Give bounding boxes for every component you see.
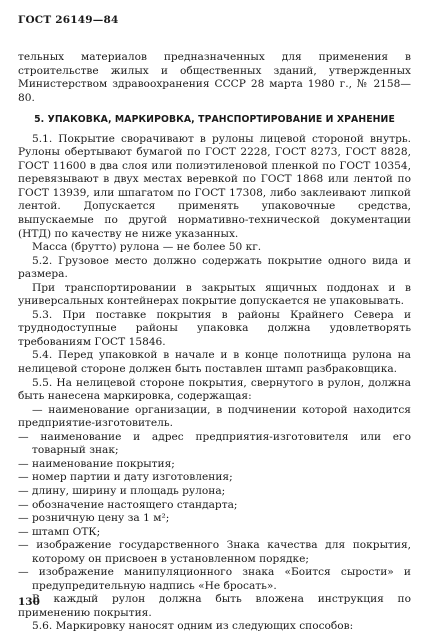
paragraph-mass: Масса (брутто) рулона — не более 50 кг. — [32, 241, 262, 254]
paragraph-transport: При транспортировании в закрытых ящичных поддонах и в универсальных контейнерах покрытие допускается не упаковывать. — [18, 281, 411, 308]
list-item: — наименование покрытия; — [18, 457, 175, 470]
standard-header: ГОСТ 26149—84 — [18, 14, 119, 26]
paragraph-5-4: 5.4. Перед упаковкой в начале и в конце полотнища рулона на нелицевой стороне должен быть поставлен штамп разбраковщика. — [18, 349, 411, 376]
list-item: — номер партии и дату изготовления; — [18, 471, 233, 484]
marking-list — [18, 404, 411, 594]
list-item: — длину, ширину и площадь рулона; — [18, 484, 226, 497]
list-item: — наименование организации, в подчинении которой находится предприятие-изготовитель. — [18, 403, 411, 430]
list-item: — обозначение настоящего стандарта; — [18, 498, 238, 511]
list-item: — розничную цену за 1 м²; — [18, 512, 170, 525]
paragraph-5-1: 5.1. Покрытие сворачивают в рулоны лицевой стороной внутрь. Рулоны обертывают бумагой по ГОСТ 2228, ГОСТ 8273, ГОСТ 8828, ГОСТ 11600 в два слоя или полиэтиленовой пленкой по ГОСТ 10354, перевязывают в двух местах веревкой по ГОСТ 1868 или лентой по ГОСТ 13939, или шпагатом по ГОСТ 17308, либо заклеивают липкой лентой. Допускается применять упаковочные средства, выпускаемые по другой нормативно-технической документации (НТД) по качеству не ниже указанных. — [18, 132, 411, 240]
list-item: — штамп ОТК; — [18, 525, 101, 538]
intro-paragraph: тельных материалов предназначенных для применения в строительстве жилых и общественных зданий, утвержденных Министерством здравоохранения СССР 28 марта 1980 г., № 2158—80. — [18, 51, 411, 104]
document-body — [18, 51, 411, 634]
list-item: — наименование и адрес предприятия-изготовителя или его товарный знак; — [18, 430, 411, 457]
paragraph-5-3: 5.3. При поставке покрытия в районы Крайнего Севера и труднодоступные районы упаковка должна удовлетворять требованиям ГОСТ 15846. — [18, 308, 411, 348]
page-number: 130 — [18, 596, 40, 608]
paragraph-5-5: 5.5. На нелицевой стороне покрытия, свернутого в рулон, должна быть нанесена маркировка, содержащая: — [18, 376, 411, 403]
list-item: — изображение государственного Знака качества для покрытия, которому он присвоен в установленном порядке; — [18, 539, 411, 565]
paragraph-5-2: 5.2. Грузовое место должно содержать покрытие одного вида и размера. — [18, 254, 411, 281]
paragraph-5-6: 5.6. Маркировку наносят одним из следующих способов: — [32, 620, 354, 633]
section-heading: 5. УПАКОВКА, МАРКИРОВКА, ТРАНСПОРТИРОВАНИЕ И ХРАНЕНИЕ — [34, 114, 395, 126]
paragraph-instruction: В каждый рулон должна быть вложена инструкция по применению покрытия. — [18, 593, 411, 619]
list-item: — изображение манипуляционного знака «Боится сырости» и предупредительную надпись «Не бросать». — [18, 566, 411, 592]
